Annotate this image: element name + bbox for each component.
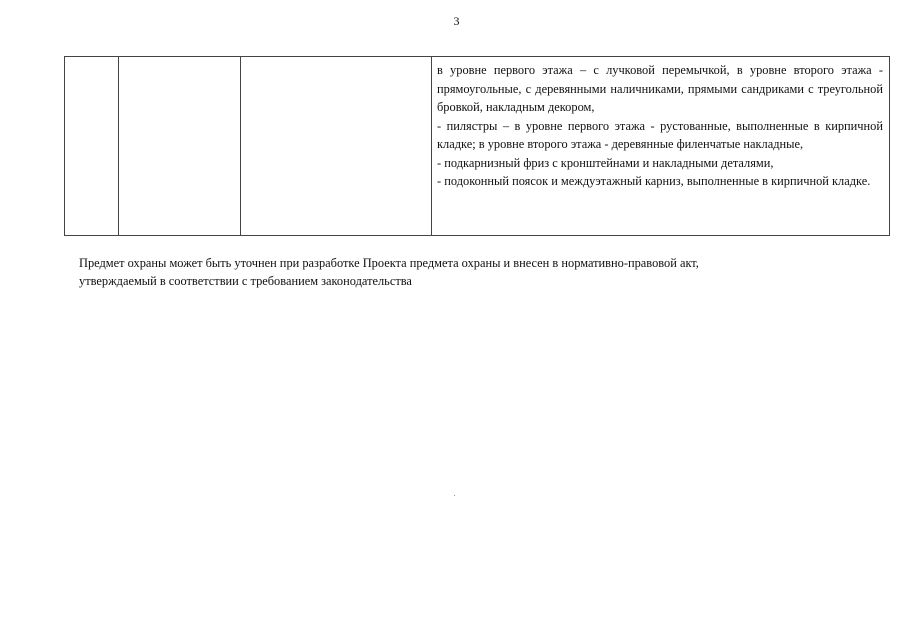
table-cell-number xyxy=(65,57,119,235)
table-cell-description xyxy=(432,57,889,235)
protection-note xyxy=(79,254,839,290)
scan-speck xyxy=(454,495,455,496)
note-line-2: утверждаемый в соответствии с требованием законодательства xyxy=(79,274,412,288)
description-paragraph-frieze: - подкарнизный фриз с кронштейнами и накладными деталями, xyxy=(437,155,774,170)
page-number: 3 xyxy=(453,14,460,28)
table-cell-name xyxy=(119,57,241,235)
table-cell-address xyxy=(241,57,432,235)
description-paragraph-cornice: - подоконный поясок и междуэтажный карниз, выполненные в кирпичной кладке. xyxy=(437,174,871,188)
description-paragraph-pilasters: - пилястры – в уровне первого этажа - рустованные, выполненные в кирпичной кладке; в уровне второго этажа - деревянные филенчатые накладные, xyxy=(437,118,883,151)
protection-table xyxy=(64,56,890,236)
description-paragraph-windows: в уровне первого этажа – с лучковой перемычкой, в уровне второго этажа - прямоугольные, с деревянными наличниками, прямыми сандриками с треугольной бровкой, накладным декором, xyxy=(437,63,883,114)
note-line-1: Предмет охраны может быть уточнен при разработке Проекта предмета охраны и внесен в нормативно-правовой акт, xyxy=(79,256,699,270)
